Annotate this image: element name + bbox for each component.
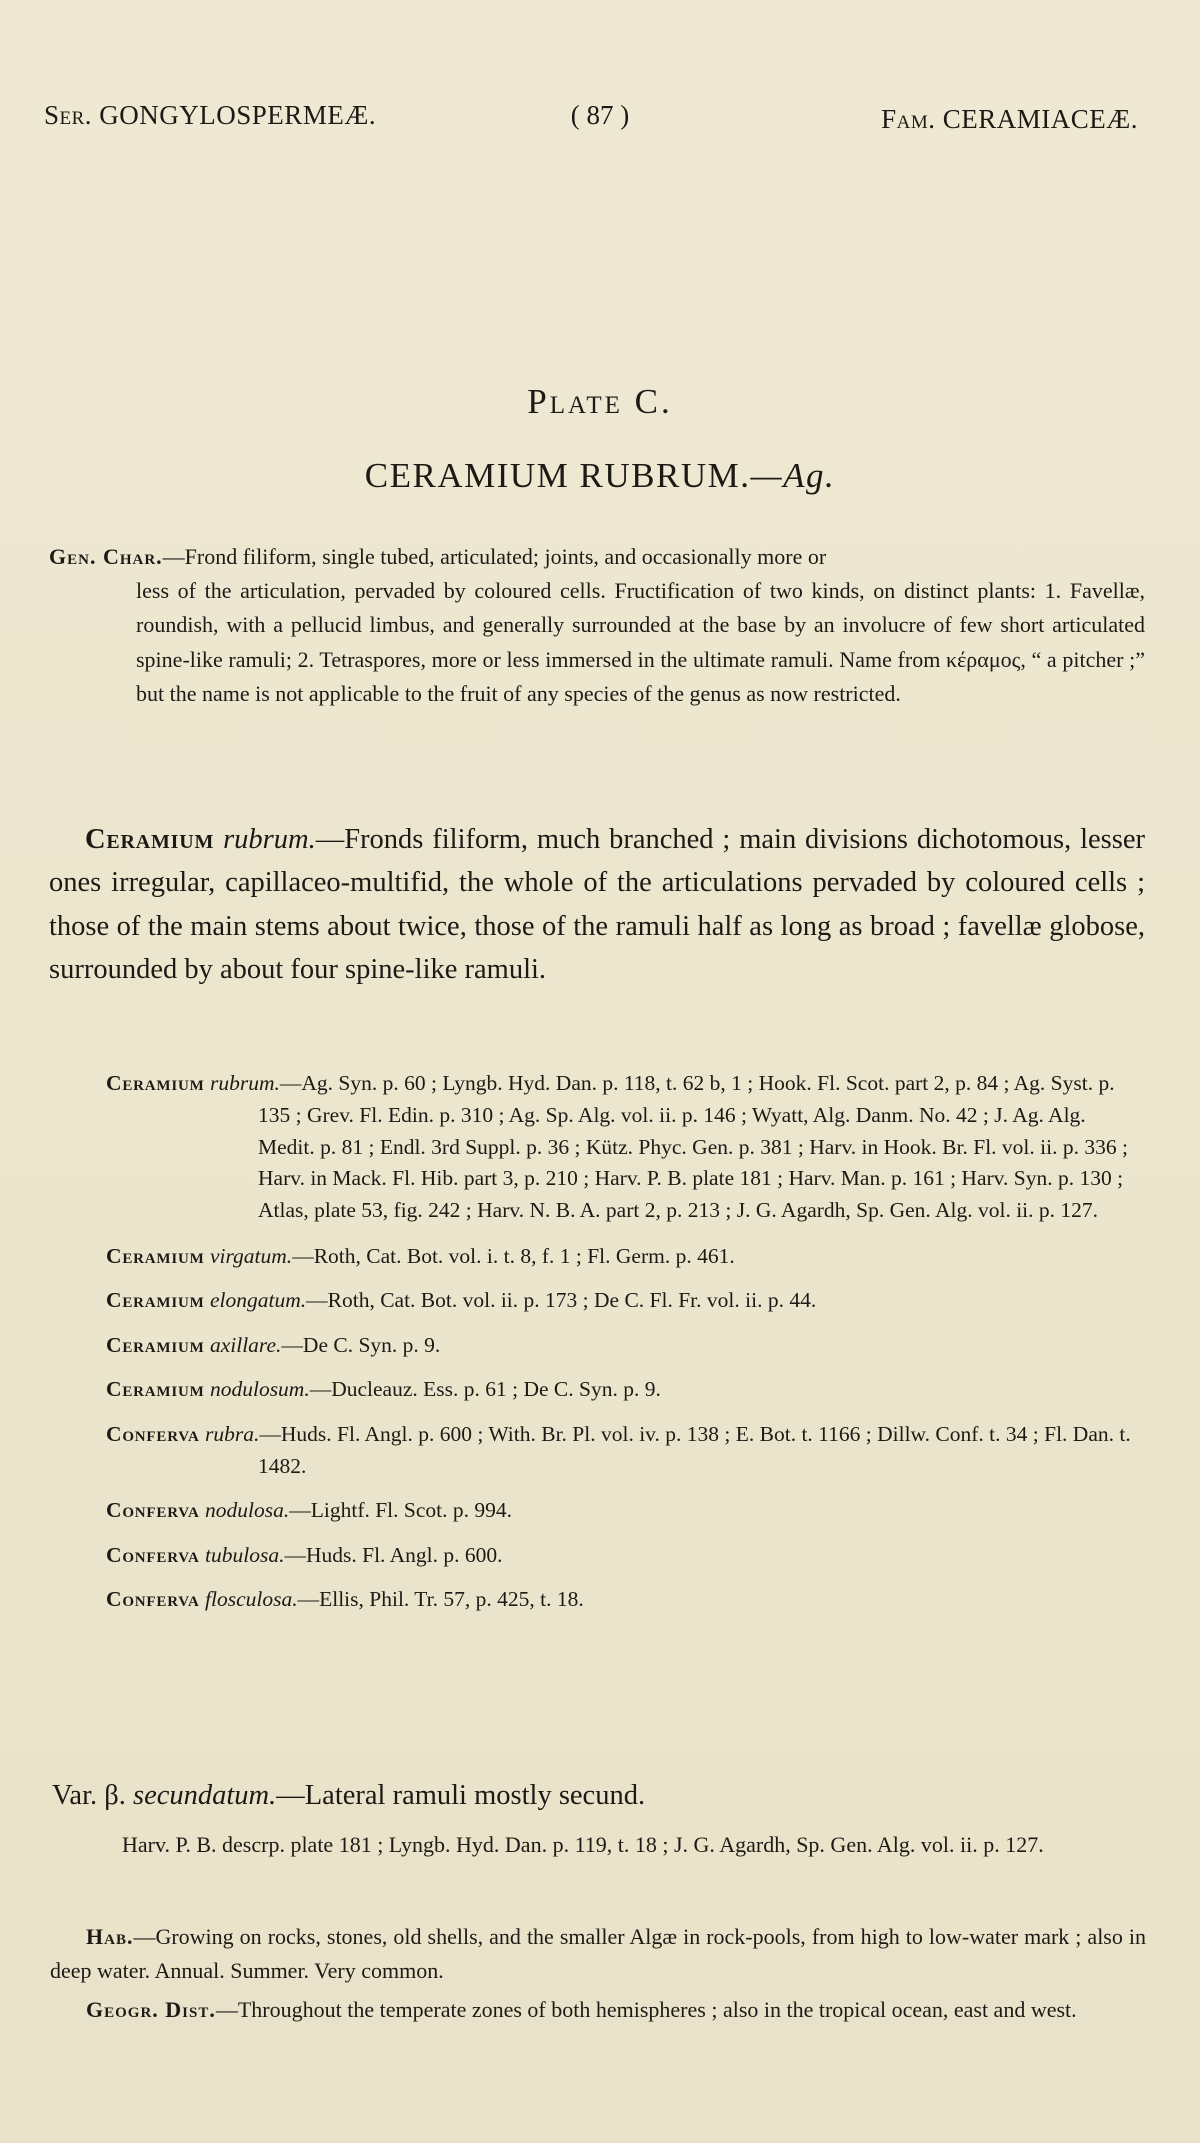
running-head — [44, 100, 1156, 140]
synonym-genus: Ceramium — [106, 1243, 205, 1268]
synonym-entry — [106, 1540, 1146, 1572]
synonym-entry — [106, 1584, 1146, 1616]
synonym-reference: —Roth, Cat. Bot. vol. ii. p. 173 ; De C. Fl. Fr. vol. ii. p. 44. — [306, 1288, 817, 1313]
synonym-entry — [106, 1068, 1146, 1227]
synonym-genus: Conferva — [106, 1421, 200, 1446]
synonym-reference: —De C. Syn. p. 9. — [281, 1332, 441, 1357]
synonym-reference: —Huds. Fl. Angl. p. 600. — [284, 1542, 503, 1567]
plate-title: Plate C. — [527, 382, 673, 421]
synonym-reference: —Roth, Cat. Bot. vol. i. t. 8, f. 1 ; Fl. Germ. p. 461. — [292, 1243, 735, 1268]
synonym-reference: —Ag. Syn. p. 60 ; Lyngb. Hyd. Dan. p. 118, t. 62 b, 1 ; Hook. Fl. Scot. part 2, p. 84 ; Ag. Syst. p. 135 ; Grev. Fl. Edin. p. 310 ; Ag. Sp. Alg. vol. ii. p. 146 ; Wyatt, Alg. Danm. No. 42 ; J. Ag. Alg. Medit. p. 81 ; Endl. 3rd Suppl. p. 36 ; Kütz. Phyc. Gen. p. 381 ; Harv. in Hook. Br. Fl. vol. ii. p. 336 ; Harv. in Mack. Fl. Hib. part 3, p. 210 ; Harv. P. B. plate 181 ; Harv. Man. p. 161 ; Harv. Syn. p. 130 ; Atlas, plate 53, fig. 242 ; Harv. N. B. A. part 2, p. 213 ; J. G. Agardh, Sp. Gen. Alg. vol. ii. p. 127. — [258, 1071, 1128, 1223]
geography-text: —Throughout the temperate zones of both hemispheres ; also in the tropical ocean, east and west. — [215, 1997, 1077, 2022]
synonym-name: elongatum. — [209, 1288, 307, 1313]
synonym-name: axillare. — [209, 1332, 282, 1357]
synonym-name: nodulosa. — [205, 1498, 290, 1523]
variety — [52, 1780, 1142, 1812]
species-authority: —Ag. — [750, 456, 836, 495]
synonym-entry — [106, 1419, 1146, 1483]
geographical-distribution — [50, 1993, 1146, 2027]
synonym-genus: Conferva — [106, 1498, 200, 1523]
variety-name: secundatum. — [133, 1780, 277, 1811]
synonym-name: rubrum. — [209, 1071, 280, 1095]
variety-text: —Lateral ramuli mostly secund. — [276, 1780, 646, 1811]
description-text: —Fronds filiform, much branched ; main divisions dichotomous, lesser ones irregular, capillaceo-multifid, the whole of the articulations pervaded by coloured cells ; those of the main stems about twice, those of the ramuli half as long as broad ; favellæ globose, surrounded by about four spine-like ramuli. — [49, 824, 1146, 985]
habitat-label: Hab. — [86, 1924, 134, 1949]
synonym-genus: Ceramium — [106, 1071, 205, 1095]
header-series: Ser. GONGYLOSPERMEÆ. — [44, 100, 377, 130]
page-number: ( 87 ) — [570, 100, 630, 130]
habitat — [50, 1920, 1146, 1987]
synonym-name: rubra. — [205, 1421, 260, 1446]
synonym-name: virgatum. — [209, 1243, 293, 1268]
synonym-name: tubulosa. — [205, 1542, 285, 1567]
synonym-entry — [106, 1495, 1146, 1527]
generic-characters — [49, 540, 1145, 711]
synonym-entry — [106, 1285, 1146, 1317]
synonym-genus: Ceramium — [106, 1332, 205, 1357]
species-name: CERAMIUM RUBRUM. — [364, 456, 751, 495]
description-genus: Ceramium — [85, 824, 215, 855]
geography-label: Geogr. Dist. — [86, 1997, 216, 2022]
variety-label: Var. β. — [52, 1780, 126, 1811]
synonym-entry — [106, 1374, 1146, 1406]
description-species: rubrum. — [223, 824, 316, 855]
gen-char-first-line: —Frond filiform, single tubed, articulated; joints, and occasionally more or — [162, 544, 827, 569]
synonym-entry — [106, 1330, 1146, 1362]
synonym-name: nodulosum. — [209, 1377, 310, 1402]
synonym-name: flosculosa. — [205, 1587, 298, 1612]
synonym-reference: —Huds. Fl. Angl. p. 600 ; With. Br. Pl. vol. iv. p. 138 ; E. Bot. t. 1166 ; Dillw. Conf. t. 34 ; Fl. Dan. t. 1482. — [258, 1421, 1131, 1478]
synonym-reference: —Ducleauz. Ess. p. 61 ; De C. Syn. p. 9. — [309, 1377, 661, 1402]
synonym-entry — [106, 1241, 1146, 1273]
variety-references: Harv. P. B. descrp. plate 181 ; Lyngb. Hyd. Dan. p. 119, t. 18 ; J. G. Agardh, Sp. Gen. Alg. vol. ii. p. 127. — [122, 1832, 1044, 1857]
synonym-reference: —Lightf. Fl. Scot. p. 994. — [289, 1498, 513, 1523]
species-title — [0, 456, 1200, 496]
habitat-text: —Growing on rocks, stones, old shells, and the smaller Algæ in rock-pools, from high to low-water mark ; also in deep water. Annual. Summer. Very common. — [50, 1924, 1146, 1983]
species-description — [49, 818, 1145, 991]
gen-char-text: less of the articulation, pervaded by coloured cells. Fructification of two kinds, on distinct plants: 1. Favellæ, roundish, with a pellucid limbus, and generally surrounded at the base by an involucre of few short articulated spine-like ramuli; 2. Tetraspores, more or less immersed in the ultimate ramuli. Name from κέραμος, “ a pitcher ;” but the name is not applicable to the fruit of any species of the genus as now restricted. — [136, 578, 1145, 706]
gen-char-label: Gen. Char. — [49, 544, 163, 569]
synonym-genus: Ceramium — [106, 1288, 205, 1313]
synonym-genus: Ceramium — [106, 1377, 205, 1402]
synonym-reference: —Ellis, Phil. Tr. 57, p. 425, t. 18. — [297, 1587, 584, 1612]
synonym-list — [106, 1068, 1146, 1629]
synonym-genus: Conferva — [106, 1542, 200, 1567]
header-family: Fam. CERAMIACEÆ. — [881, 104, 1138, 134]
synonym-genus: Conferva — [106, 1587, 200, 1612]
